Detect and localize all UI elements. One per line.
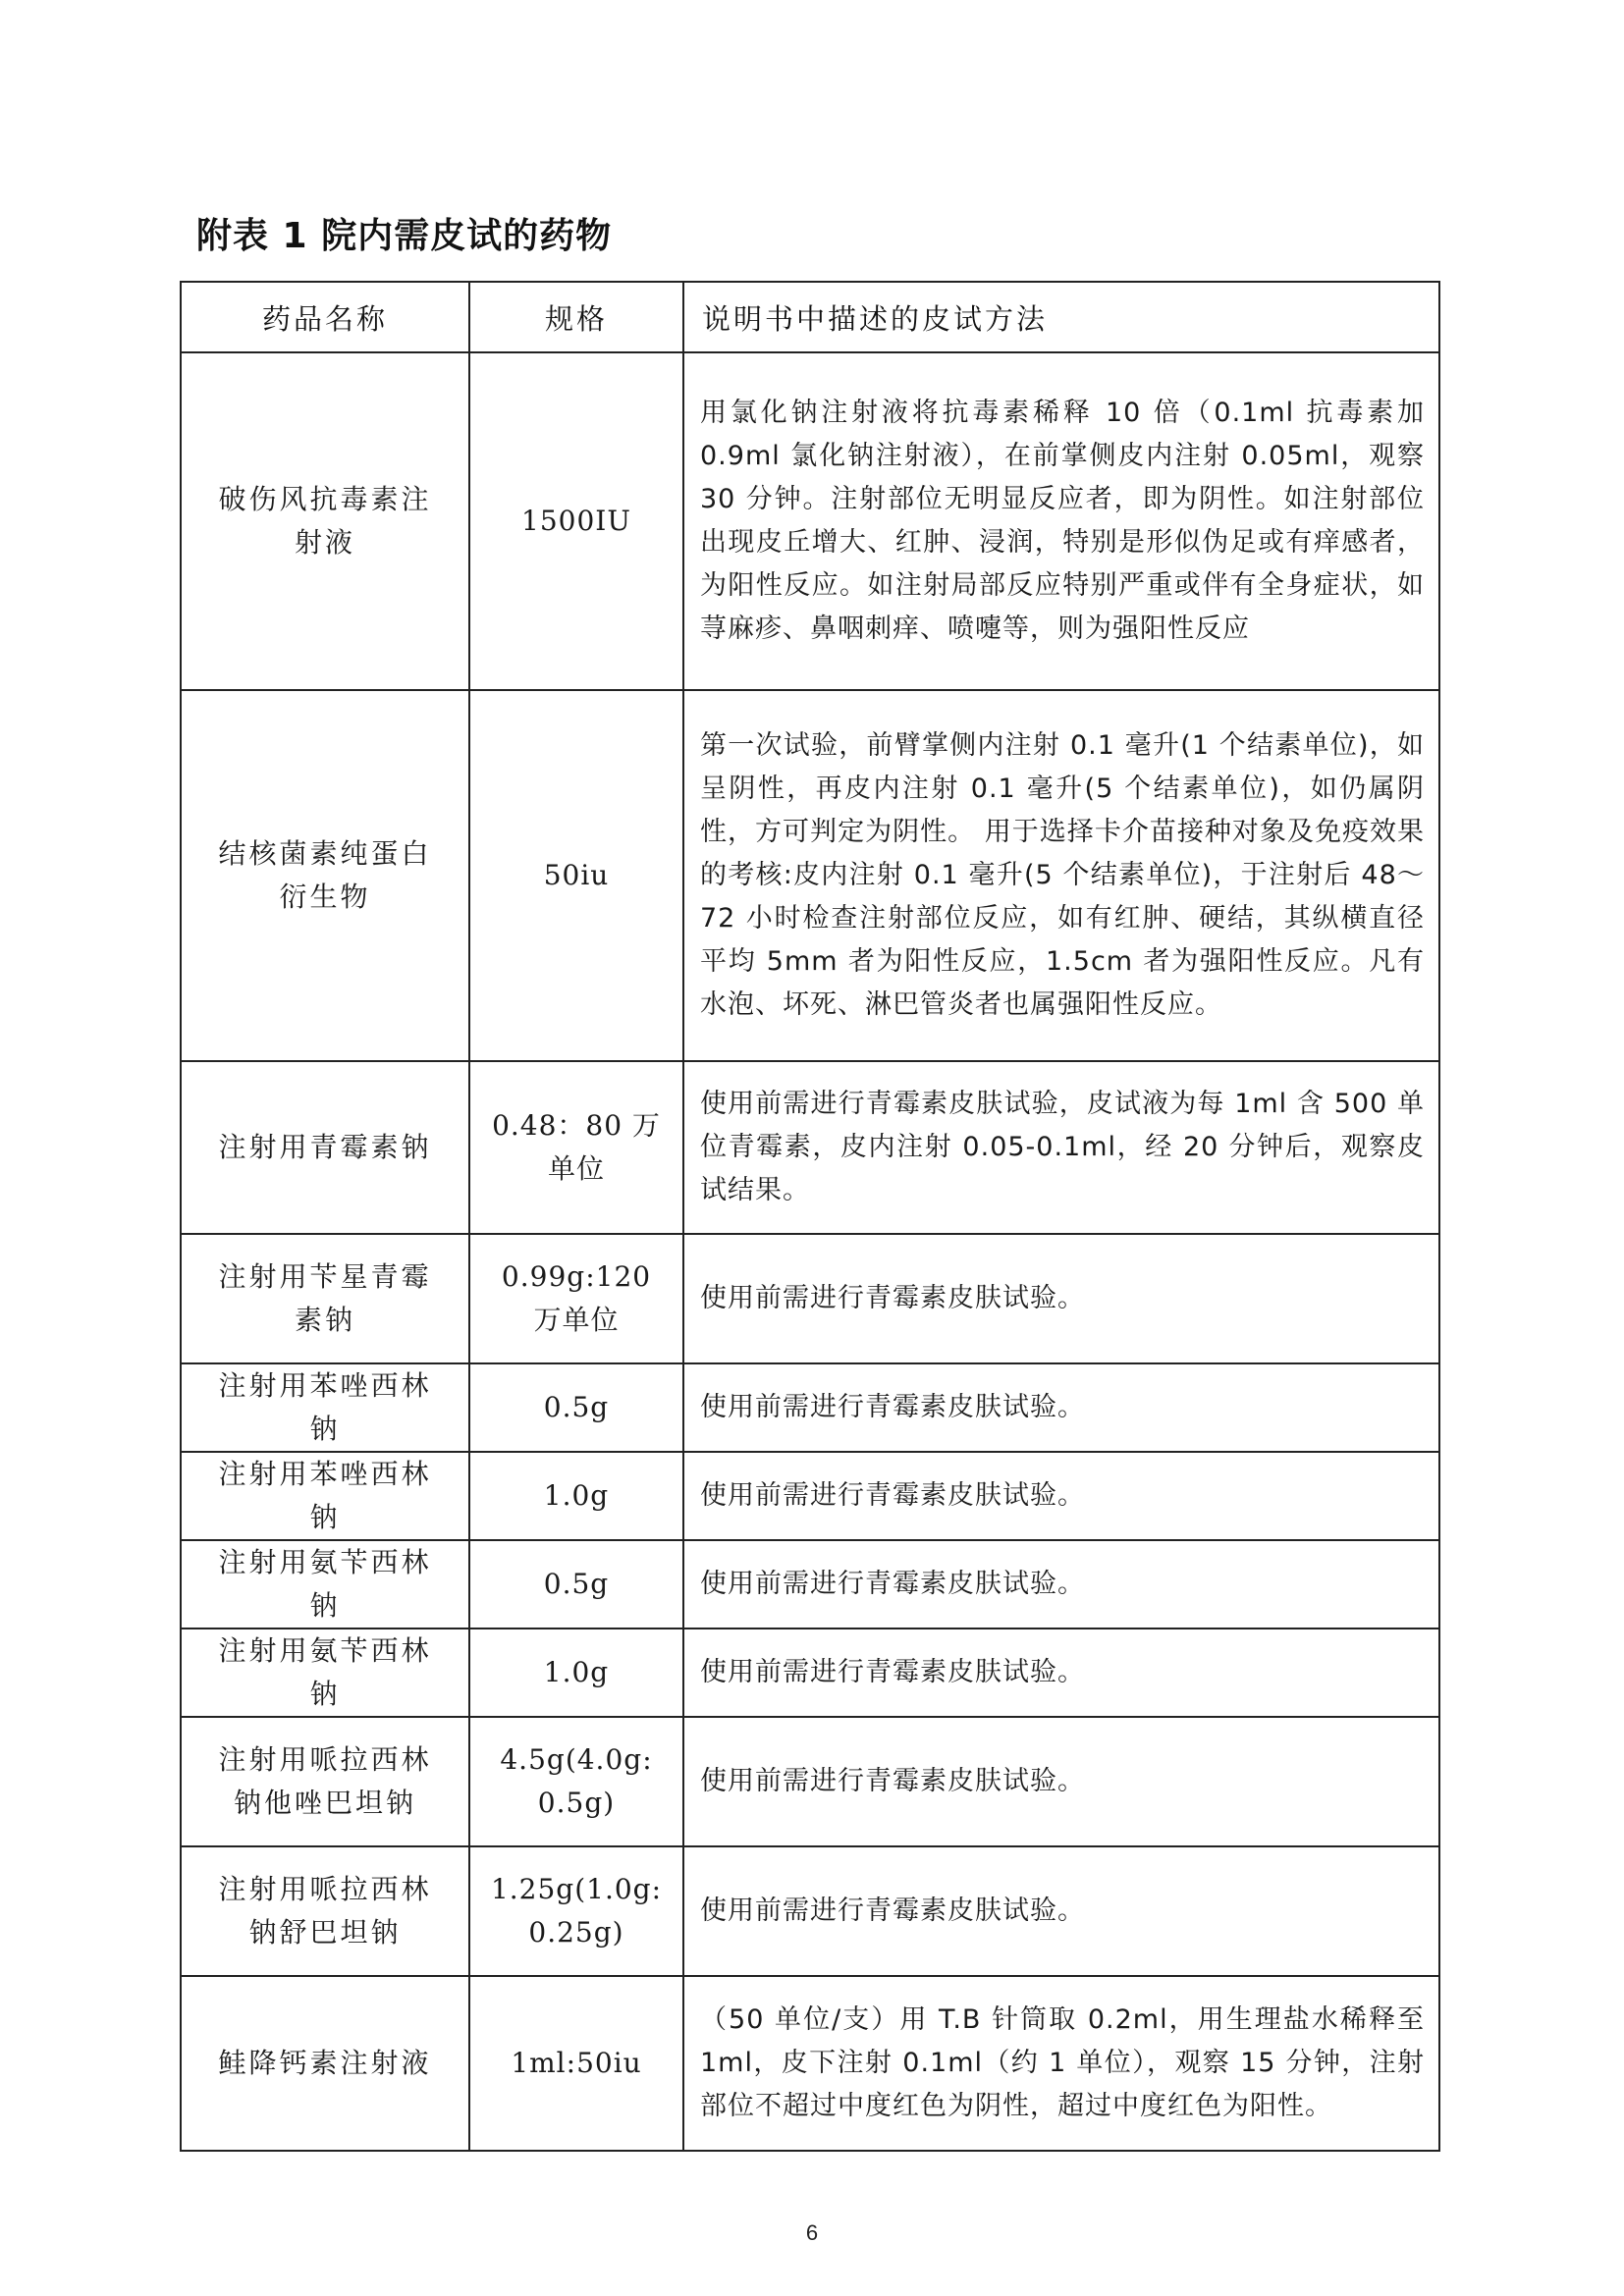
table-row — [181, 1061, 1439, 1234]
method-cell: 用氯化钠注射液将抗毒素稀释 10 倍（0.1ml 抗毒素加 0.9ml 氯化钠注射液），在前掌侧皮内注射 0.05ml，观察 30 分钟。注射部位无明显反应者，即为阴性。如注射部位出现皮丘增大、红肿、浸润，特别是形似伪足或有痒感者，为阳性反应。如注射局部反应特别严重或伴有全身症状，如荨麻疹、鼻咽刺痒、喷嚏等，则为强阳性反应 — [683, 352, 1439, 690]
method-cell: 使用前需进行青霉素皮肤试验。 — [683, 1717, 1439, 1846]
table-row — [181, 1846, 1439, 1976]
spec-cell: 1ml:50iu — [469, 1976, 683, 2151]
drug-name-cell: 鲑降钙素注射液 — [181, 1976, 469, 2151]
drug-name-cell: 结核菌素纯蛋白衍生物 — [181, 690, 469, 1061]
drug-name-cell: 注射用苄星青霉素钠 — [181, 1234, 469, 1363]
method-cell: 使用前需进行青霉素皮肤试验。 — [683, 1452, 1439, 1540]
spec-cell: 1.0g — [469, 1629, 683, 1717]
spec-cell: 0.48：80 万单位 — [469, 1061, 683, 1234]
method-cell: 使用前需进行青霉素皮肤试验。 — [683, 1234, 1439, 1363]
drug-name-cell: 注射用哌拉西林钠舒巴坦钠 — [181, 1846, 469, 1976]
spec-cell: 1500IU — [469, 352, 683, 690]
drug-name-cell: 注射用哌拉西林钠他唑巴坦钠 — [181, 1717, 469, 1846]
header-drug-name: 药品名称 — [181, 282, 469, 352]
page-number: 6 — [805, 2220, 819, 2245]
header-specification: 规格 — [469, 282, 683, 352]
drug-name-cell: 注射用氨苄西林钠 — [181, 1540, 469, 1629]
page-title: 附表 1 院内需皮试的药物 — [196, 216, 613, 256]
table-row — [181, 1452, 1439, 1540]
method-cell: 使用前需进行青霉素皮肤试验。 — [683, 1846, 1439, 1976]
table-row — [181, 690, 1439, 1061]
skin-test-drug-table — [180, 281, 1440, 2152]
spec-cell: 1.25g(1.0g: 0.25g) — [469, 1846, 683, 1976]
drug-name-cell: 注射用青霉素钠 — [181, 1061, 469, 1234]
drug-name-cell: 注射用苯唑西林钠 — [181, 1363, 469, 1452]
drug-name-cell: 破伤风抗毒素注射液 — [181, 352, 469, 690]
drug-name-cell: 注射用氨苄西林钠 — [181, 1629, 469, 1717]
table-header-row — [181, 282, 1439, 352]
method-cell: 使用前需进行青霉素皮肤试验。 — [683, 1363, 1439, 1452]
table-row — [181, 1540, 1439, 1629]
spec-cell: 4.5g(4.0g: 0.5g) — [469, 1717, 683, 1846]
table-row — [181, 1629, 1439, 1717]
spec-cell: 1.0g — [469, 1452, 683, 1540]
drug-name-cell: 注射用苯唑西林钠 — [181, 1452, 469, 1540]
table-row — [181, 1363, 1439, 1452]
method-cell: 第一次试验，前臂掌侧内注射 0.1 毫升(1 个结素单位)，如呈阴性，再皮内注射 0.1 毫升(5 个结素单位)，如仍属阴性，方可判定为阴性。 用于选择卡介苗接种对象及免疫效果的考核:皮内注射 0.1 毫升(5 个结素单位)，于注射后 48～72 小时检查注射部位反应，如有红肿、硬结，其纵横直径平均 5mm 者为阳性反应，1.5cm 者为强阳性反应。凡有水泡、坏死、淋巴管炎者也属强阳性反应。 — [683, 690, 1439, 1061]
table-row — [181, 1717, 1439, 1846]
method-cell: （50 单位/支）用 T.B 针筒取 0.2ml，用生理盐水稀释至 1ml，皮下注射 0.1ml（约 1 单位），观察 15 分钟，注射部位不超过中度红色为阴性，超过中度红色为阳性。 — [683, 1976, 1439, 2151]
method-cell: 使用前需进行青霉素皮肤试验，皮试液为每 1ml 含 500 单位青霉素，皮内注射 0.05-0.1ml，经 20 分钟后，观察皮试结果。 — [683, 1061, 1439, 1234]
header-skin-test-method: 说明书中描述的皮试方法 — [683, 282, 1439, 352]
method-cell: 使用前需进行青霉素皮肤试验。 — [683, 1540, 1439, 1629]
spec-cell: 50iu — [469, 690, 683, 1061]
table-row — [181, 1234, 1439, 1363]
table-row — [181, 352, 1439, 690]
method-cell: 使用前需进行青霉素皮肤试验。 — [683, 1629, 1439, 1717]
table-row — [181, 1976, 1439, 2151]
spec-cell: 0.5g — [469, 1540, 683, 1629]
spec-cell: 0.5g — [469, 1363, 683, 1452]
spec-cell: 0.99g:120 万单位 — [469, 1234, 683, 1363]
